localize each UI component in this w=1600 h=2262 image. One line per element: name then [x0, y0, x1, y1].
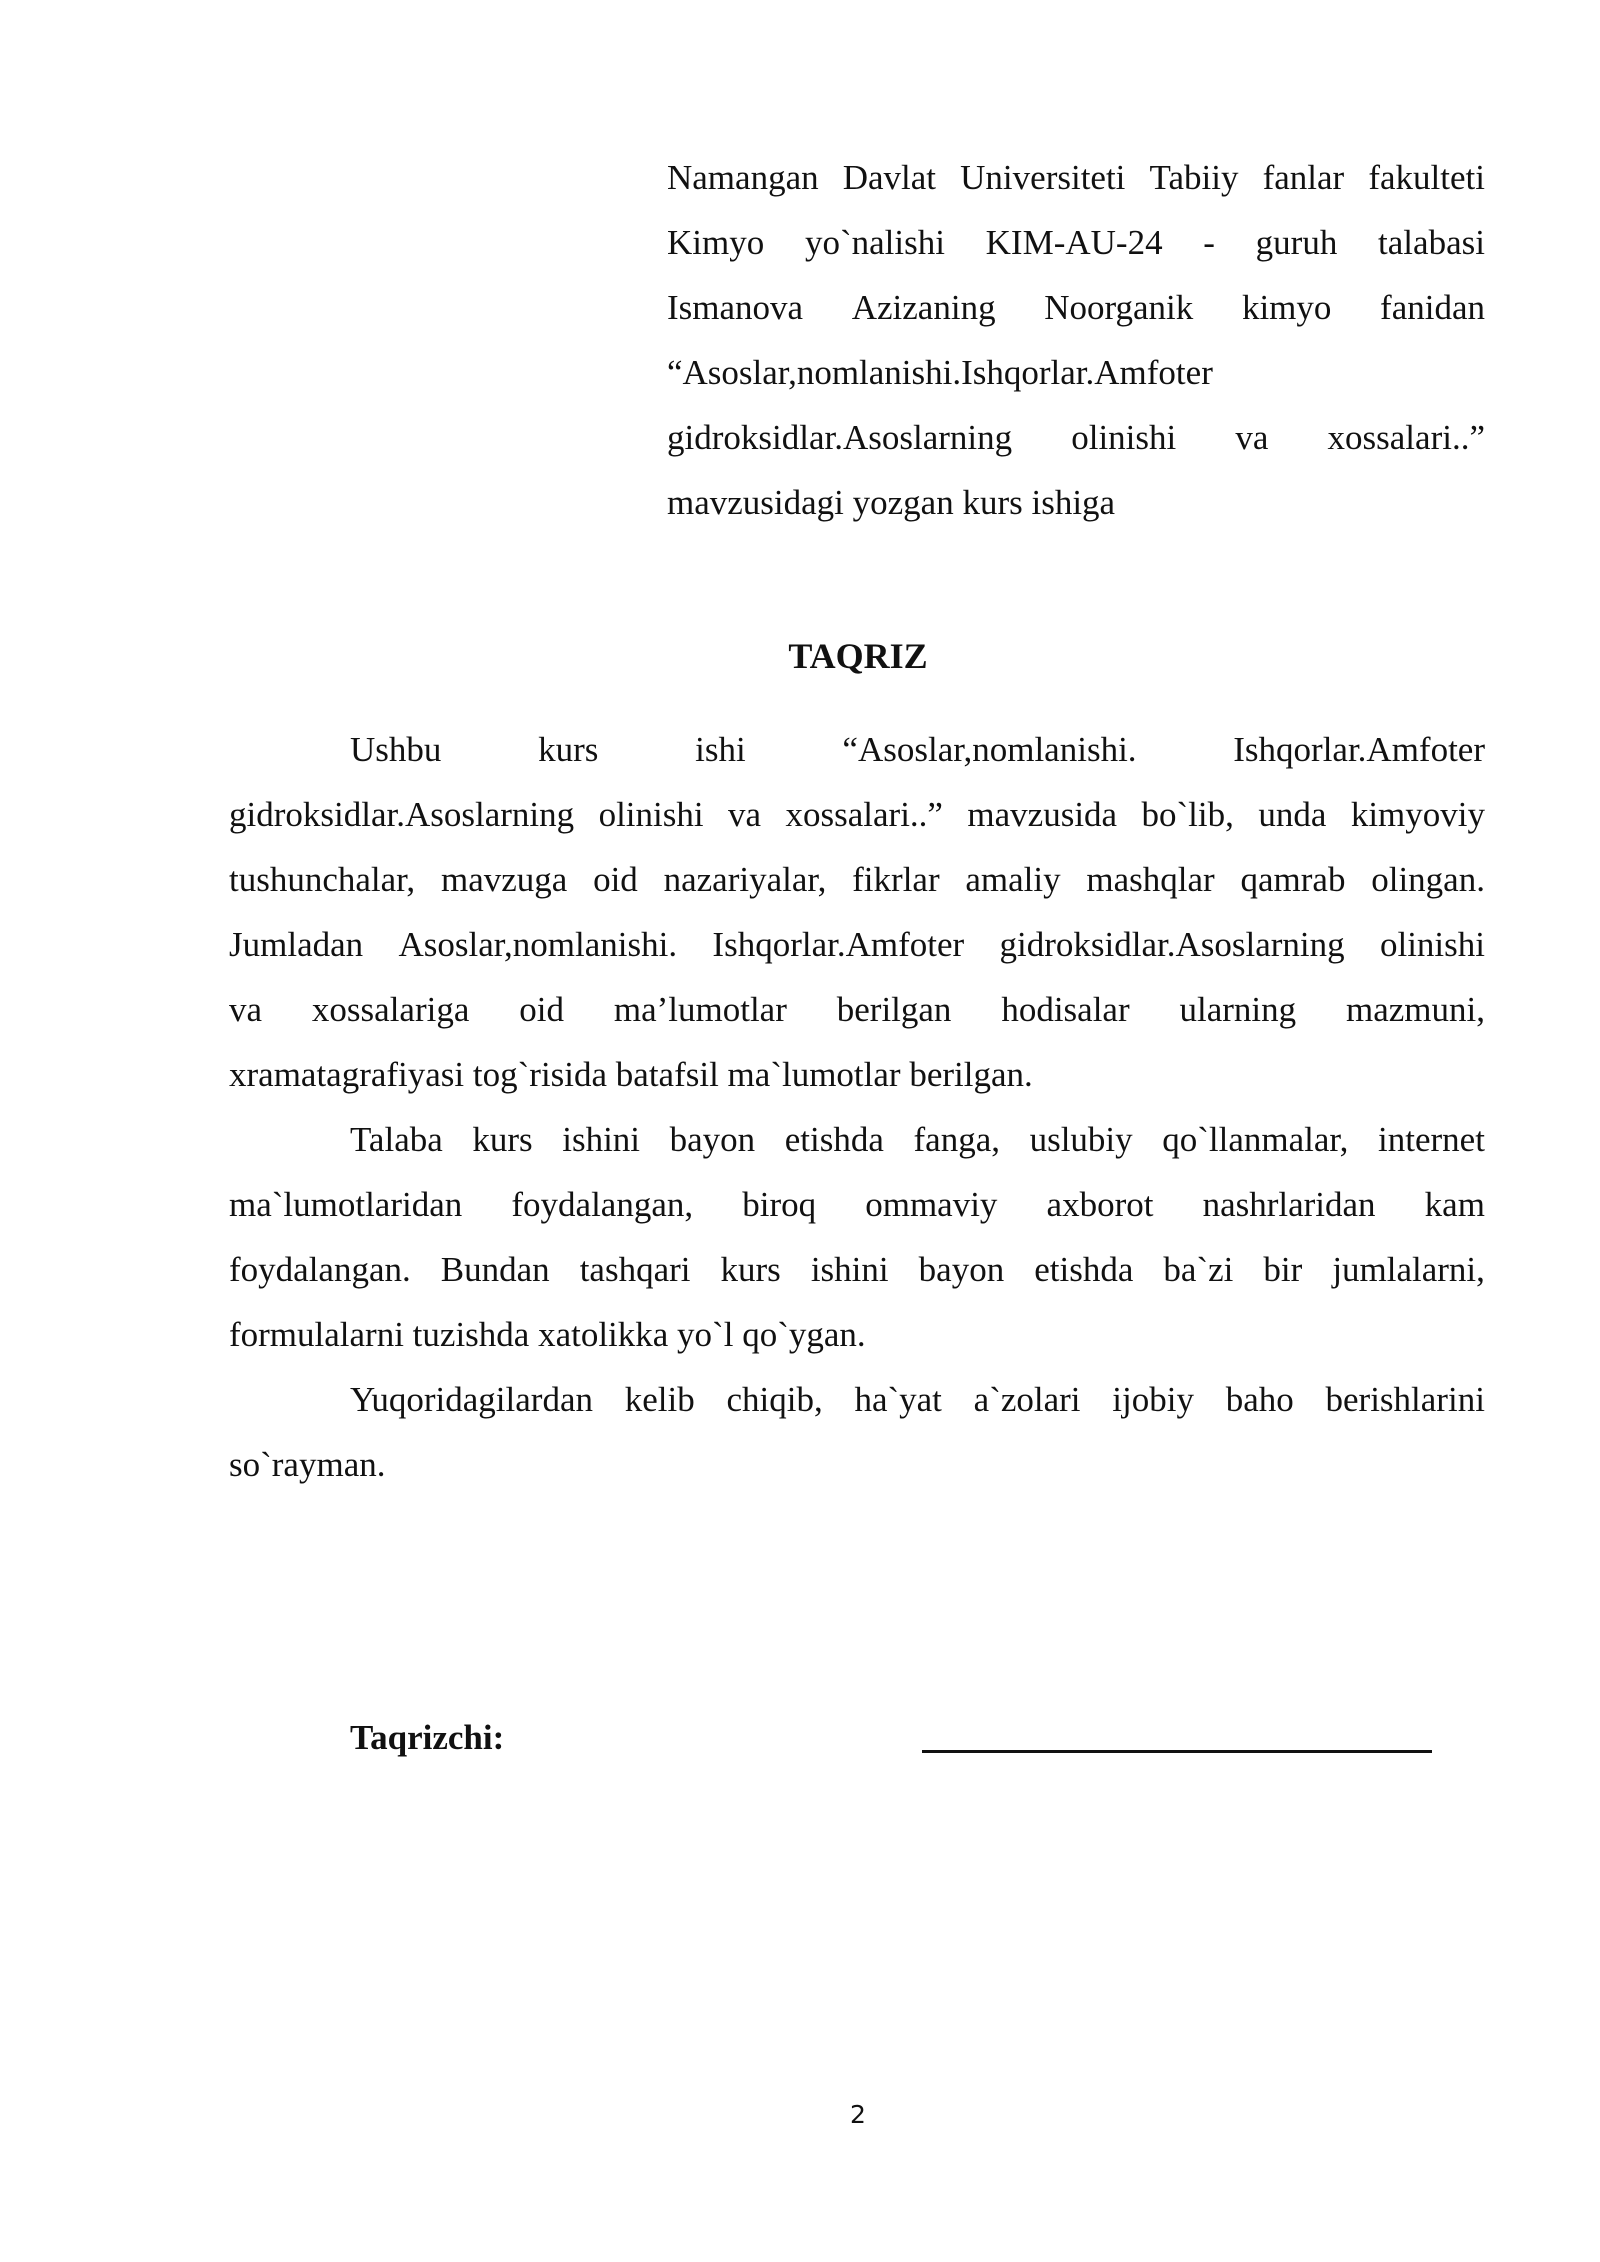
word: formulalarni tuzishda xatolikka yo`l qo`ygan.	[229, 1315, 866, 1354]
header-block	[667, 145, 1485, 535]
word: Tabiiy	[1149, 158, 1239, 197]
body-line-4	[229, 912, 1485, 977]
word: “Asoslar,nomlanishi.	[842, 730, 1137, 769]
word: Ishqorlar.Amfoter	[712, 925, 965, 964]
word: etishda	[1034, 1250, 1134, 1289]
word: qamrab	[1240, 860, 1346, 899]
word: ma’lumotlar	[613, 990, 787, 1029]
word: mavzusida	[967, 795, 1118, 834]
word: gidroksidlar.Asoslarning	[667, 418, 1013, 457]
word: olingan.	[1371, 860, 1485, 899]
word: olinishi	[1071, 418, 1177, 457]
word: yo`nalishi	[804, 223, 945, 262]
word: chiqib,	[726, 1380, 823, 1419]
word: oid	[593, 860, 638, 899]
word: a`zolari	[973, 1380, 1081, 1419]
signature-line	[922, 1750, 1432, 1753]
word: qo`llanmalar,	[1162, 1120, 1349, 1159]
word: amaliy	[965, 860, 1061, 899]
word: “Asoslar,nomlanishi.Ishqorlar.Amfoter	[667, 353, 1213, 392]
word: fanga,	[913, 1120, 1000, 1159]
word: Kimyo	[667, 223, 765, 262]
word: ishini	[810, 1250, 889, 1289]
word: fanidan	[1380, 288, 1485, 327]
word: xramatagrafiyasi tog`risida batafsil ma`lumotlar berilgan.	[229, 1055, 1033, 1094]
word: Azizaning	[851, 288, 996, 327]
word: guruh	[1255, 223, 1338, 262]
word: mavzusidagi yozgan kurs ishiga	[667, 483, 1116, 522]
word: ha`yat	[854, 1380, 942, 1419]
word: gidroksidlar.Asoslarning	[229, 795, 575, 834]
word: bayon	[669, 1120, 756, 1159]
word: foydalangan,	[511, 1185, 694, 1224]
body-line-1	[229, 717, 1485, 782]
document-title: TAQRIZ	[788, 636, 928, 676]
word: ma`lumotlaridan	[229, 1185, 463, 1224]
word: Jumladan	[229, 925, 364, 964]
word: baho	[1225, 1380, 1294, 1419]
word: bayon	[918, 1250, 1005, 1289]
word: so`rayman.	[229, 1445, 386, 1484]
word: Universiteti	[960, 158, 1126, 197]
word: va	[229, 990, 263, 1029]
word: Namangan	[667, 158, 819, 197]
word: bir	[1263, 1250, 1303, 1289]
word: hodisalar	[1001, 990, 1130, 1029]
word: kam	[1424, 1185, 1485, 1224]
word: mashqlar	[1086, 860, 1215, 899]
signature-label: Taqrizchi:	[350, 1718, 505, 1757]
header-line-4	[667, 340, 1485, 405]
word: biroq	[742, 1185, 817, 1224]
word: olinishi	[598, 795, 704, 834]
word: va	[728, 795, 762, 834]
body-line-8	[229, 1172, 1485, 1237]
word: Ismanova	[667, 288, 804, 327]
header-line-1	[667, 145, 1485, 210]
body-line-5	[229, 977, 1485, 1042]
word: Yuqoridagilardan	[350, 1380, 593, 1419]
word: tashqari	[579, 1250, 691, 1289]
word: uslubiy	[1029, 1120, 1133, 1159]
word: etishda	[784, 1120, 884, 1159]
body-line-3	[229, 847, 1485, 912]
header-line-5	[667, 405, 1485, 470]
word: KIM-AU-24	[985, 223, 1163, 262]
page-number: 2	[850, 2100, 866, 2129]
word: Ishqorlar.Amfoter	[1233, 730, 1485, 769]
header-line-3	[667, 275, 1485, 340]
word: xossalariga	[311, 990, 470, 1029]
word: foydalangan.	[229, 1250, 411, 1289]
body-line-6	[229, 1042, 1485, 1107]
word: va	[1235, 418, 1269, 457]
word: ishini	[562, 1120, 641, 1159]
word: Ushbu	[350, 730, 442, 769]
body-text	[229, 717, 1485, 1497]
word: Asoslar,nomlanishi.	[398, 925, 678, 964]
word: Bundan	[440, 1250, 550, 1289]
word: kurs	[538, 730, 599, 769]
word: Noorganik	[1044, 288, 1194, 327]
word: tushunchalar,	[229, 860, 416, 899]
word: fanlar	[1262, 158, 1345, 197]
word: kimyoviy	[1350, 795, 1485, 834]
word: ishi	[695, 730, 746, 769]
word: -	[1203, 223, 1215, 262]
word: mazmuni,	[1346, 990, 1485, 1029]
word: ijobiy	[1112, 1380, 1194, 1419]
word: xossalari..”	[785, 795, 943, 834]
word: internet	[1378, 1120, 1485, 1159]
word: talabasi	[1378, 223, 1485, 262]
word: kelib	[624, 1380, 695, 1419]
body-line-2	[229, 782, 1485, 847]
word: ommaviy	[865, 1185, 998, 1224]
body-line-7	[229, 1107, 1485, 1172]
word: unda	[1258, 795, 1327, 834]
word: gidroksidlar.Asoslarning	[999, 925, 1345, 964]
body-line-10	[229, 1302, 1485, 1367]
word: berishlarini	[1325, 1380, 1485, 1419]
body-line-11	[229, 1367, 1485, 1432]
word: olinishi	[1379, 925, 1485, 964]
word: kimyo	[1241, 288, 1332, 327]
word: axborot	[1046, 1185, 1154, 1224]
word: ularning	[1179, 990, 1297, 1029]
word: oid	[519, 990, 564, 1029]
word: bo`lib,	[1141, 795, 1234, 834]
word: berilgan	[836, 990, 952, 1029]
word: kurs	[720, 1250, 781, 1289]
word: jumlalarni,	[1332, 1250, 1485, 1289]
word: xossalari..”	[1327, 418, 1485, 457]
word: nazariyalar,	[663, 860, 827, 899]
word: kurs	[472, 1120, 533, 1159]
word: fakulteti	[1368, 158, 1485, 197]
word: mavzuga	[440, 860, 568, 899]
word: Talaba	[350, 1120, 443, 1159]
word: ba`zi	[1163, 1250, 1234, 1289]
word: Davlat	[842, 158, 937, 197]
word: fikrlar	[852, 860, 940, 899]
header-line-6	[667, 470, 1485, 535]
word: nashrlaridan	[1202, 1185, 1376, 1224]
body-line-9	[229, 1237, 1485, 1302]
header-line-2	[667, 210, 1485, 275]
body-line-12	[229, 1432, 1485, 1497]
